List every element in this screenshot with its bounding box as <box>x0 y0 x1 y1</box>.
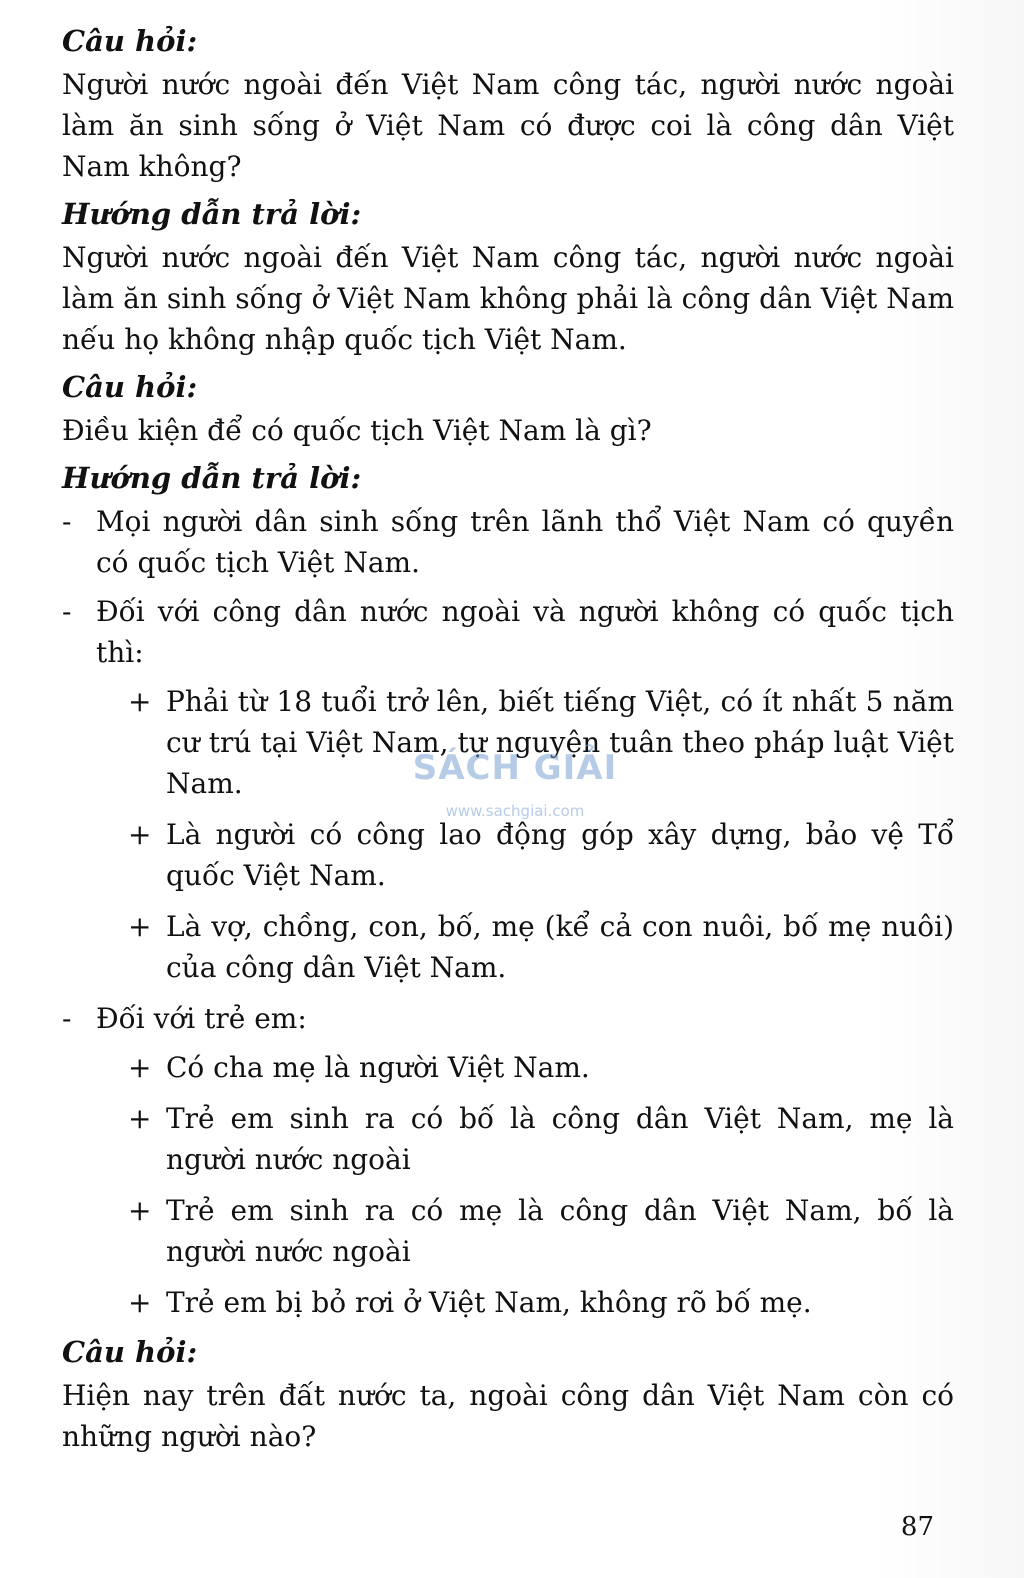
list-item-text: Trẻ em sinh ra có mẹ là công dân Việt Nam, bố là người nước ngoài <box>166 1194 954 1268</box>
dash-marker: - <box>62 595 72 628</box>
dash-marker: - <box>62 1002 72 1035</box>
list-item-text: Là người có công lao động góp xây dựng, bảo vệ Tổ quốc Việt Nam. <box>166 818 954 892</box>
children-conditions-list <box>62 1047 954 1323</box>
list-item-text: Phải từ 18 tuổi trở lên, biết tiếng Việt, có ít nhất 5 năm cư trú tại Việt Nam, tự nguyện tuân theo pháp luật Việt Nam. <box>166 685 954 800</box>
list-item <box>62 1282 954 1323</box>
plus-marker: + <box>128 818 152 851</box>
question-heading-2: Câu hỏi: <box>62 370 198 404</box>
list-item-text: Có cha mẹ là người Việt Nam. <box>166 1051 590 1084</box>
list-item-text: Trẻ em bị bỏ rơi ở Việt Nam, không rõ bố mẹ. <box>166 1286 812 1319</box>
plus-marker: + <box>128 1102 152 1135</box>
plus-marker: + <box>128 1194 152 1227</box>
list-item <box>62 906 954 988</box>
answer-item-1 <box>62 501 954 583</box>
list-item <box>62 1098 954 1180</box>
question-heading-1: Câu hỏi: <box>62 24 198 58</box>
answer-item-text: Đối với công dân nước ngoài và người không có quốc tịch thì: <box>96 595 954 669</box>
plus-marker: + <box>128 685 152 718</box>
page-number: 87 <box>900 1512 934 1542</box>
answer-heading-2: Hướng dẫn trả lời: <box>62 461 362 495</box>
plus-marker: + <box>128 910 152 943</box>
plus-marker: + <box>128 1051 152 1084</box>
watermark-title: SÁCH GIẢI <box>412 748 618 788</box>
plus-marker: + <box>128 1286 152 1319</box>
watermark-url: www.sachgiai.com <box>445 802 585 820</box>
answer-heading-1: Hướng dẫn trả lời: <box>62 197 362 231</box>
dash-marker: - <box>62 505 72 538</box>
list-item <box>62 681 954 804</box>
answer-text-1: Người nước ngoài đến Việt Nam công tác, người nước ngoài làm ăn sinh sống ở Việt Nam không phải là công dân Việt Nam nếu họ không nhập quốc tịch Việt Nam. <box>62 241 954 356</box>
question-text-3: Hiện nay trên đất nước ta, ngoài công dân Việt Nam còn có những người nào? <box>62 1379 954 1453</box>
answer-item-text: Mọi người dân sinh sống trên lãnh thổ Việt Nam có quyền có quốc tịch Việt Nam. <box>96 505 954 579</box>
question-text-1: Người nước ngoài đến Việt Nam công tác, người nước ngoài làm ăn sinh sống ở Việt Nam có được coi là công dân Việt Nam không? <box>62 68 954 183</box>
list-item <box>62 814 954 896</box>
answer-item-3 <box>62 998 954 1039</box>
list-item-text: Trẻ em sinh ra có bố là công dân Việt Nam, mẹ là người nước ngoài <box>166 1102 954 1176</box>
list-item <box>62 1047 954 1088</box>
question-text-2: Điều kiện để có quốc tịch Việt Nam là gì? <box>62 414 652 447</box>
answer-item-text: Đối với trẻ em: <box>96 1002 307 1035</box>
question-heading-3: Câu hỏi: <box>62 1335 198 1369</box>
foreigner-conditions-list <box>62 681 954 988</box>
list-item-text: Là vợ, chồng, con, bố, mẹ (kể cả con nuôi, bố mẹ nuôi) của công dân Việt Nam. <box>166 910 954 984</box>
list-item <box>62 1190 954 1272</box>
answer-item-2 <box>62 591 954 673</box>
